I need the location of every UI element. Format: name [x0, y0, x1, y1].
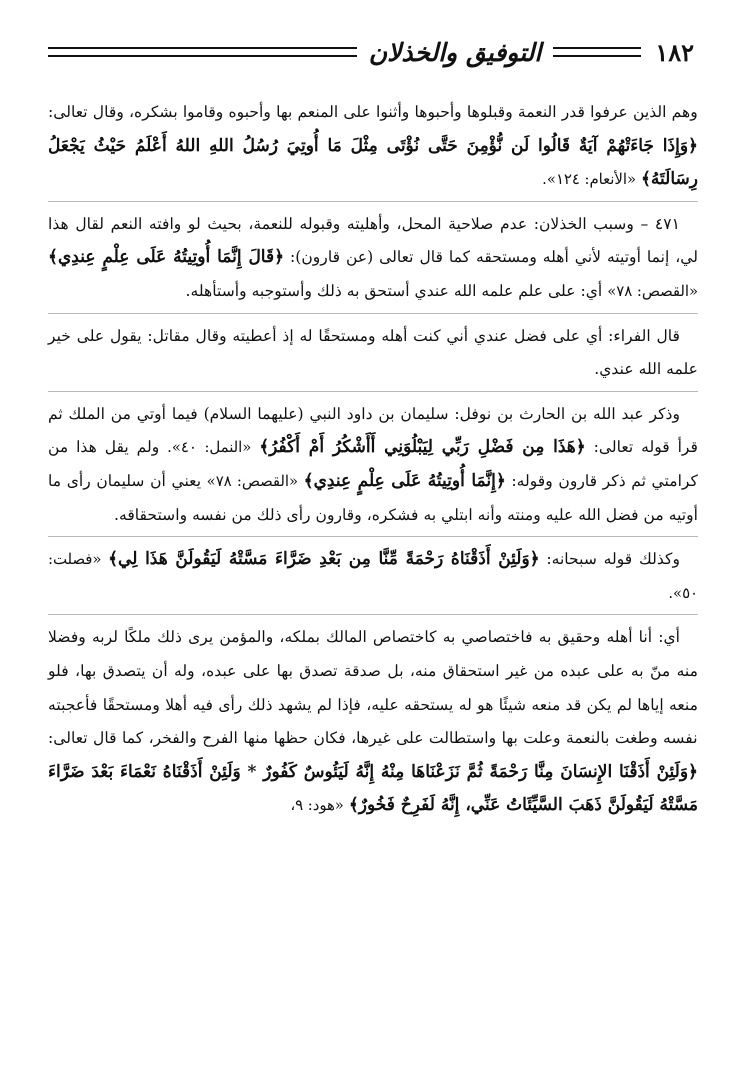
paragraph-3 — [48, 320, 698, 387]
quran-verse-naml: ﴿هَذَا مِن فَضْلِ رَبِّي لِيَبْلُوَنِي أَأَشْكُرُ أَمْ أَكْفُرُ﴾ — [259, 437, 586, 458]
paragraph-divider — [48, 614, 698, 615]
paragraph-2-text-2: أي: على علم علمه الله عندي أستحق به ذلك وأستوجبه وأستأهله. — [185, 281, 603, 300]
page-number: ١٨٢ — [655, 37, 694, 67]
paragraph-divider — [48, 391, 698, 392]
quran-verse-hud: ﴿وَلَئِنْ أَذَقْنَا الإِنسَانَ مِنَّا رَحْمَةً ثُمَّ نَزَعْنَاهَا مِنْهُ إِنَّهُ لَيَئُوسٌ كَفُورٌ * وَلَئِنْ أَذَقْنَاهُ نَعْمَاءَ بَعْدَ ضَرَّاءَ مَسَّتْهُ لَيَقُولَنَّ ذَهَبَ السَّيِّئَاتُ عَنِّي، إِنَّهُ لَفَرِحٌ فَخُورٌ﴾ — [48, 761, 698, 816]
paragraph-4-text-1: وذكر عبد الله بن الحارث بن نوفل: سليمان بن داود النبي (عليهما السلام) فيما أوتي من الملك ثم قرأ قوله تعالى: — [48, 404, 698, 457]
quran-verse-fussilat: ﴿وَلَئِنْ أَذَقْنَاهُ رَحْمَةً مِّنَّا مِن بَعْدِ ضَرَّاءَ مَسَّتْهُ لَيَقُولَنَّ هَذَا لِي﴾ — [108, 549, 540, 570]
paragraph-6-text-1: أي: أنا أهله وحقيق به فاختصاصي به كاختصاص المالك بملكه، والمؤمن يرى ذلك ملكًا لربه وفضلا منه منّ به على عبده من غير استحقاق منه، بل صدقة تصدق بها على عبده، وله أن يتصدق بها، فلو منعه إياها لم يكن قد منعه شيئًا هو له يستحقه عليه، فإذا لم يشهد ذلك رأى فيه أهلا ومستحقًا فأعجبته نفسه وطغت بالنعمة وعلت بها واستطالت على غيرها، فكان حظها منها الفرح والفخر، كما قال تعالى: — [48, 628, 698, 748]
paragraph-divider — [48, 536, 698, 537]
page-header — [48, 30, 694, 74]
verse-reference: «القصص: ٧٨» — [607, 282, 698, 300]
paragraph-5 — [48, 543, 698, 610]
paragraph-1 — [48, 96, 698, 197]
paragraph-2 — [48, 208, 698, 309]
paragraph-4-text-3: يعني أن سليمان رأى ما أوتيه من فضل الله عليه ومنته وأنه ابتلي به فشكره، وقارون رأى ذلك من نفسه واستحقاقه. — [48, 471, 698, 524]
page-body — [48, 96, 698, 825]
paragraph-3-text-1: قال الفراء: أي على فضل عندي أني كنت أهله ومستحقًا له إذ أعطيته وقال مقاتل: يقول على خير علمه الله عندي. — [48, 326, 698, 379]
paragraph-5-text-1: وكذلك قوله سبحانه: — [539, 550, 680, 569]
verse-reference: «الأنعام: ١٢٤». — [542, 171, 636, 189]
paragraph-4-text-2: ولم يقل هذا من كرامتي ثم ذكر قارون وقوله: — [48, 438, 698, 490]
verse-reference: «هود: ٩، — [290, 797, 344, 815]
quran-verse-qasas-repeat: ﴿إِنَّمَا أُوتِيتُهُ عَلَى عِلْمٍ عِندِي﴾ — [303, 470, 506, 491]
paragraph-divider — [48, 313, 698, 314]
quran-verse-qasas: ﴿قَالَ إِنَّمَا أُوتِيتُهُ عَلَى عِلْمٍ عِندِي﴾ — [48, 247, 285, 268]
paragraph-6 — [48, 621, 698, 823]
paragraph-2-text-1: ٤٧١ – وسبب الخذلان: عدم صلاحية المحل، وأهليته وقبوله للنعمة، بحيث لو وافته النعم لقال هذا لي، إنما أوتيته لأني أهله ومستحقه كما قال تعالى (عن قارون): — [48, 214, 698, 267]
verse-reference: «القصص: ٧٨» — [206, 472, 299, 490]
quran-verse-anam: ﴿وَإِذَا جَاءَتْهُمْ آيَةٌ قَالُوا لَن نُّؤْمِنَ حَتَّى نُؤْتَى مِثْلَ مَا أُوتِيَ رُسُلُ اللهِ اللهُ أَعْلَمُ حَيْثُ يَجْعَلُ رِسَالَتَهُ﴾ — [48, 135, 698, 190]
paragraph-divider — [48, 201, 698, 202]
paragraph-1-text-1: وهم الذين عرفوا قدر النعمة وقبلوها وأحبوها وأثنوا على المنعم بها وأحبوه وقاموا بشكره، وقال تعالى: — [48, 103, 698, 121]
verse-reference: «النمل: ٤٠». — [167, 439, 252, 457]
header-rule-short — [553, 47, 641, 57]
header-rule-long — [48, 47, 357, 57]
paragraph-4 — [48, 398, 698, 532]
verse-reference: «فصلت: ٥٠». — [48, 551, 698, 602]
running-title: التوفيق والخذلان — [368, 37, 542, 67]
